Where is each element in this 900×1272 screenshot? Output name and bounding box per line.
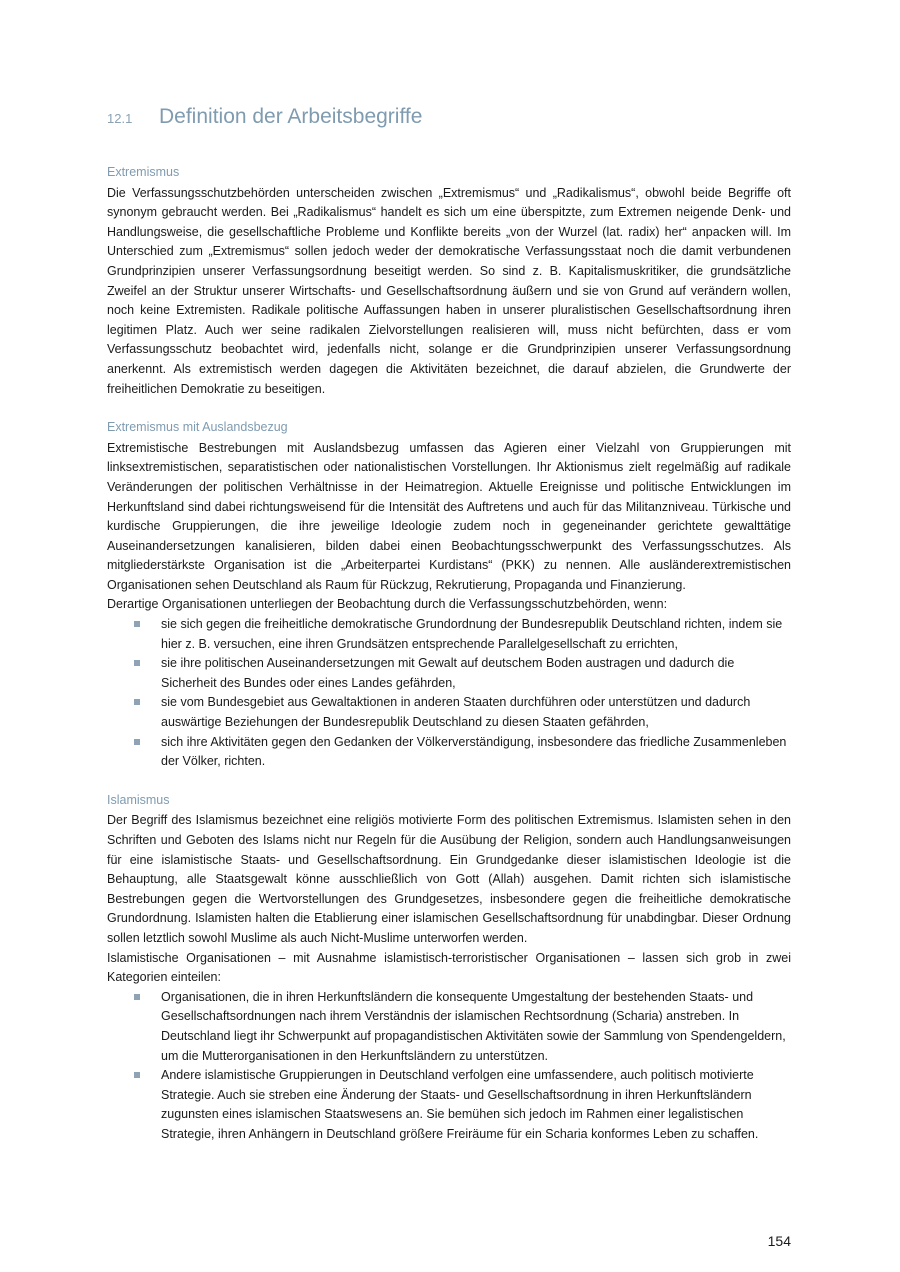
heading-number: 12.1 bbox=[107, 111, 133, 126]
document-page bbox=[107, 105, 791, 1164]
square-bullet-icon bbox=[134, 994, 140, 1000]
square-bullet-icon bbox=[134, 1072, 140, 1078]
list-item-text: sie vom Bundesgebiet aus Gewaltaktionen in anderen Staaten durchführen oder unterstützen und dadurch auswärtige Beziehungen der Bundesrepublik Deutschland zu diesen Staaten gefährden, bbox=[161, 695, 751, 730]
section-extremismus-auslandsbezug bbox=[107, 418, 791, 772]
section-islamismus bbox=[107, 791, 791, 1145]
square-bullet-icon bbox=[134, 660, 140, 666]
paragraph: Islamistische Organisationen – mit Ausnahme islamistisch-terroristischer Organisationen – lassen sich grob in zwei Kategorien einteilen: bbox=[107, 950, 791, 985]
heading-title: Definition der Arbeitsbegriffe bbox=[159, 105, 423, 128]
list-item bbox=[107, 1066, 791, 1144]
paragraph: Extremistische Bestrebungen mit Auslandsbezug umfassen das Agieren einer Vielzahl von Gruppierungen mit linksextremistischen, separatistischen oder nationalistischen Vorstellungen. Ihr Aktionismus zielt regelmäßig auf radikale Veränderungen der politischen Verhältnisse in der Heimatregion. Aktuelle Ereignisse und politische Entwicklungen im Herkunftsland sind dabei richtungsweisend für die Intensität des Auftretens und auch für das Militanzniveau. Türkische und kurdische Gruppierungen, die ihre jeweilige Ideologie zudem noch in gegeneinander gerichtete gewalttätige Auseinandersetzungen kanalisieren, bilden dabei einen Beobachtungsschwerpunkt des Verfassungsschutzes. Als mitgliederstärkste Organisation ist die „Arbeiterpartei Kurdistans“ (PKK) zu nennen. Alle ausländerextremistischen Organisationen sehen Deutschland als Raum für Rückzug, Rekrutierung, Propaganda und Finanzierung. bbox=[107, 440, 791, 592]
list-item bbox=[107, 654, 791, 693]
paragraph: Derartige Organisationen unterliegen der Beobachtung durch die Verfassungsschutzbehörden, wenn: bbox=[107, 597, 668, 612]
section-extremismus bbox=[107, 163, 791, 399]
list-item bbox=[107, 615, 791, 654]
list-item-text: Andere islamistische Gruppierungen in Deutschland verfolgen eine umfassendere, auch politisch motivierte Strategie. Auch sie streben eine Änderung der Staats- und Gesellschaftsordnung in ihren Herkunftsländern zugunsten eines islamischen Staatswesens an. Sie bemühen sich jedoch im Rahmen einer legalistischen Strategie, ihren Anhängern in Deutschland größere Freiräume für ein Scharia konformes Leben zu schaffen. bbox=[161, 1068, 759, 1141]
bullet-list bbox=[107, 615, 791, 772]
list-item-text: sie sich gegen die freiheitliche demokratische Grundordnung der Bundesrepublik Deutschland richten, indem sie hier z. B. versuchen, eine ihren Grundsätzen entsprechende Parallelgesellschaft zu errichten, bbox=[161, 617, 783, 651]
paragraph: Die Verfassungsschutzbehörden unterscheiden zwischen „Extremismus“ und „Radikalismus“, obwohl beide Begriffe oft synonym gebraucht werden. Bei „Radikalismus“ handelt es sich um eine überspitzte, zum Extremen neigende Denk- und Handlungsweise, die gesellschaftliche Probleme und Konflikte bereits „von der Wurzel (lat. radix) her“ anpacken will. Im Unterschied zum „Extremismus“ sollen jedoch weder der demokratische Verfassungsstaat noch die damit verbundenen Grundprinzipien unserer Verfassungsordnung beseitigt werden. So sind z. B. Kapitalismuskritiker, die grundsätzliche Zweifel an der Struktur unserer Wirtschafts- und Gesellschaftsordnung äußern und sie von Grund auf verändern wollen, noch keine Extremisten. Radikale politische Auffassungen haben in unserer pluralistischen Gesellschaftsordnung ihren legitimen Platz. Auch wer seine radikalen Zielvorstellungen realisieren will, muss nicht befürchten, dass er vom Verfassungsschutz beobachtet wird, jedenfalls nicht, solange er die Grundprinzipien unserer Verfassungsordnung anerkennt. Als extremistisch werden dagegen die Aktivitäten bezeichnet, die darauf abzielen, die Grundwerte der freiheitlichen Demokratie zu beseitigen. bbox=[107, 185, 791, 396]
square-bullet-icon bbox=[134, 699, 140, 705]
section-title: Extremismus bbox=[107, 165, 180, 179]
list-item bbox=[107, 693, 791, 732]
section-title: Islamismus bbox=[107, 792, 170, 807]
bullet-list bbox=[107, 988, 791, 1145]
page-number: 154 bbox=[767, 1233, 791, 1249]
square-bullet-icon bbox=[134, 621, 140, 627]
list-item-text: sie ihre politischen Auseinandersetzungen mit Gewalt auf deutschem Boden austragen und dadurch die Sicherheit des Bundes oder eines Landes gefährden, bbox=[161, 656, 735, 690]
list-item bbox=[107, 733, 791, 772]
paragraph: Der Begriff des Islamismus bezeichnet eine religiös motivierte Form des politischen Extremismus. Islamisten sehen in den Schriften und Geboten des Islams nicht nur Regeln für die Ausübung der Religion, sondern auch Handlungsanweisungen für eine islamistische Staats- und Gesellschaftsordnung. Ein Grundgedanke dieser islamistischen Ideologie ist die Behauptung, alle Staatsgewalt könne ausschließlich von Gott (Allah) ausgehen. Damit richten sich islamistische Bestrebungen gegen die Wertvorstellungen des Grundgesetzes, insbesondere gegen die freiheitliche demokratische Grundordnung. Islamisten halten die Etablierung einer islamischen Gesellschaftsordnung für unabdingbar. Dieser Ordnung sollen letztlich sowohl Muslime als auch Nicht-Muslime unterworfen werden. bbox=[107, 813, 791, 945]
square-bullet-icon bbox=[134, 739, 140, 745]
section-heading bbox=[107, 105, 791, 129]
list-item bbox=[107, 988, 791, 1066]
section-title: Extremismus mit Auslandsbezug bbox=[107, 420, 288, 435]
list-item-text: sich ihre Aktivitäten gegen den Gedanken der Völkerverständigung, insbesondere das friedliche Zusammenleben der Völker, richten. bbox=[161, 734, 787, 769]
list-item-text: Organisationen, die in ihren Herkunftsländern die konsequente Umgestaltung der bestehenden Staats- und Gesellschaftsordnungen nach ihrem Verständnis der islamischen Rechtsordnung (Scharia) anstreben. In Deutschland liegt ihr Schwerpunkt auf propagandistischen Aktivitäten sowie der Sammlung von Spendengeldern, um die Mutterorganisationen in den Herkunftsländern zu unterstützen. bbox=[161, 989, 786, 1063]
